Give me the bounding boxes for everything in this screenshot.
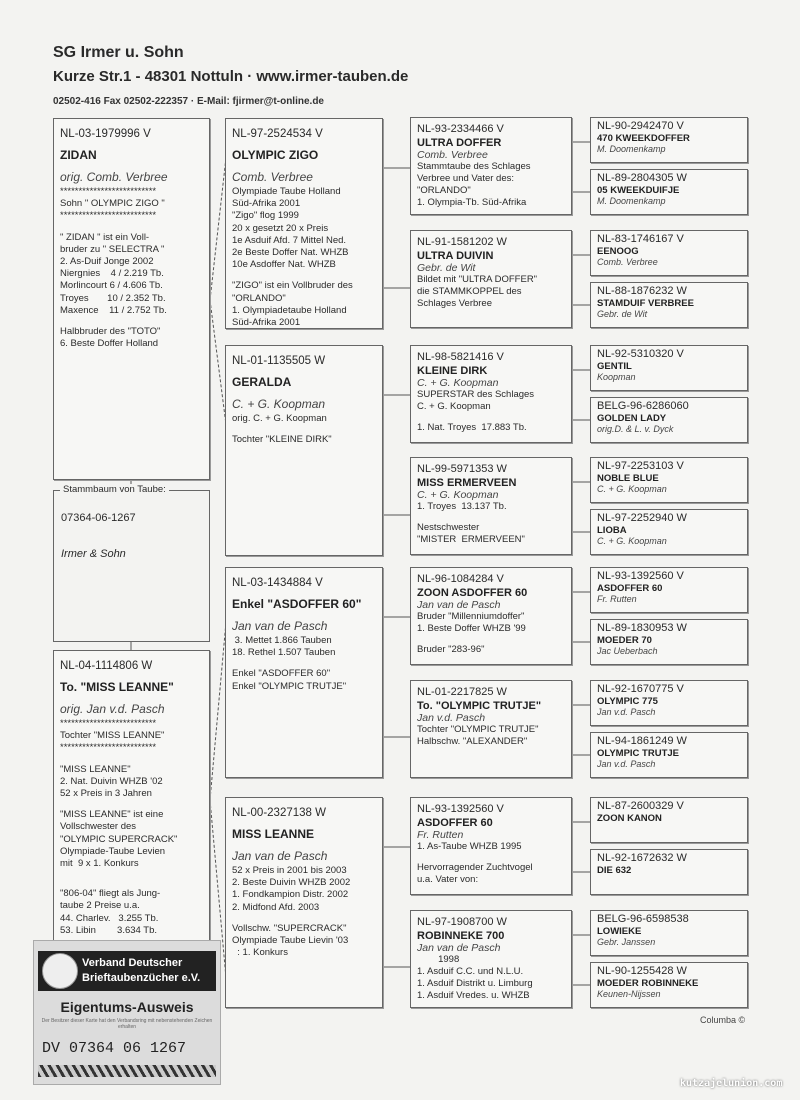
breeder: C. + G. Koopman <box>597 536 667 546</box>
pigeon-card <box>410 117 572 215</box>
note-line: 2. Beste Duivin WHZB 2002 <box>232 877 351 889</box>
note-line: Vollschwester des <box>60 821 137 833</box>
breeder: C. + G. Koopman <box>417 377 499 389</box>
note-line: 2e Beste Doffer Nat. WHZB <box>232 247 349 259</box>
pigeon-card <box>590 345 748 391</box>
pigeon-card <box>410 457 572 555</box>
note-line: 3. Mettet 1.866 Tauben <box>232 635 332 646</box>
breeder: Gebr. de Wit <box>417 262 476 274</box>
pigeon-card <box>410 230 572 328</box>
breeder: orig. Jan v.d. Pasch <box>60 702 165 716</box>
ring-number: NL-93-1392560 V <box>417 803 504 815</box>
ring-number: NL-90-2942470 V <box>597 120 684 132</box>
note-line: 44. Charlev. 3.255 Tb. <box>60 912 159 924</box>
note-line: die STAMMKOPPEL des <box>417 286 522 297</box>
note-line: Vollschw. "SUPERCRACK" <box>232 922 347 934</box>
note-line: "Zigo" flog 1999 <box>232 210 299 222</box>
note-line: Maxence 11 / 2.752 Tb. <box>60 304 167 316</box>
note-line: "MISS LEANNE" ist eine <box>60 809 164 821</box>
stammbaum-label: Stammbaum von Taube: <box>60 484 169 495</box>
note-line: 1. Beste Doffer WHZB '99 <box>417 623 526 634</box>
pigeon-card <box>590 230 748 276</box>
ring-number: NL-89-2804305 W <box>597 172 687 184</box>
pigeon-name: GOLDEN LADY <box>597 413 667 424</box>
pigeon-name: To. "OLYMPIC TRUTJE" <box>417 700 542 712</box>
stamp-fine-print: Der Besitzer dieser Karte hat den Verbandsring mit nebenstehenden Zeichen erhalten <box>41 1018 213 1030</box>
breeder: C. + G. Koopman <box>597 484 667 494</box>
note-line: 1. Asduif Distrikt u. Limburg <box>417 978 533 989</box>
ring-number: NL-97-1908700 W <box>417 916 507 928</box>
pigeon-card <box>410 797 572 895</box>
note-line: 20 x gesetzt 20 x Preis <box>232 222 329 234</box>
note-line: Troyes 10 / 2.352 Tb. <box>60 292 166 304</box>
note-line: 2. Nat. Duivin WHZB '02 <box>60 775 163 787</box>
note-line: Halbschw. "ALEXANDER" <box>417 736 528 747</box>
note-line: orig. C. + G. Koopman <box>232 413 327 424</box>
ring-number: NL-03-1979996 V <box>60 128 151 140</box>
breeder: Jan v.d. Pasch <box>597 759 656 769</box>
spacer <box>417 853 565 862</box>
note-line: bruder zu " SELECTRA " <box>60 243 165 255</box>
spacer <box>232 425 376 434</box>
note-line: Tochter "OLYMPIC TRUTJE" <box>417 724 539 735</box>
note-line: ************************** <box>60 210 157 222</box>
note-line: Nestschwester <box>417 522 480 533</box>
pigeon-name: EENOOG <box>597 246 639 257</box>
note-line: Enkel "OLYMPIC TRUTJE" <box>232 680 347 692</box>
note-line: "ZIGO" ist ein Vollbruder des <box>232 280 353 292</box>
note-line: 2. As-Duif Jonge 2002 <box>60 256 154 268</box>
spacer <box>232 659 376 668</box>
note-line: Bildet mit "ULTRA DOFFER" <box>417 274 538 285</box>
note-line: mit 9 x 1. Konkurs <box>60 858 139 870</box>
pigeon-card <box>590 397 748 443</box>
pigeon-card <box>590 910 748 956</box>
pigeon-card <box>590 509 748 555</box>
pigeon-name: NOBLE BLUE <box>597 473 659 484</box>
ring-number: NL-97-2524534 V <box>232 128 323 140</box>
note-line: "OLYMPIC SUPERCRACK" <box>60 833 178 845</box>
note-line: Süd-Afrika 2001 <box>232 317 301 329</box>
ring-number: NL-89-1830953 W <box>597 622 687 634</box>
note-line: 1. As-Taube WHZB 1995 <box>417 841 522 852</box>
pigeon-name: MOEDER 70 <box>597 635 652 646</box>
ring-number: NL-93-1392560 V <box>597 570 684 582</box>
breeder: orig. Comb. Verbree <box>60 170 168 184</box>
pigeon-card <box>590 567 748 613</box>
pigeon-name: 05 KWEEKDUIFJE <box>597 185 680 196</box>
note-line: 1. Asduif Vredes. u. WHZB <box>417 990 530 1001</box>
breeder: Jan v.d. Pasch <box>417 712 486 724</box>
pigeon-name: Enkel "ASDOFFER 60" <box>232 597 362 611</box>
breeder: Jan v.d. Pasch <box>597 707 656 717</box>
note-line: Tochter "KLEINE DIRK" <box>232 434 332 446</box>
note-line: 52 x Preis in 2001 bis 2003 <box>232 865 347 876</box>
spacer <box>417 635 565 644</box>
note-line: 1e Asduif Afd. 7 Mittel Ned. <box>232 234 347 246</box>
pigeon-card <box>410 567 572 665</box>
breeder: Jan van de Pasch <box>417 599 501 611</box>
note-line: 6. Beste Doffer Holland <box>60 338 159 350</box>
breeder: Koopman <box>597 372 636 382</box>
breeder: Jan van de Pasch <box>232 619 328 633</box>
note-line: 1. Asduif C.C. und N.L.U. <box>417 966 524 977</box>
breeder: C. + G. Koopman <box>232 397 326 411</box>
pigeon-name: ULTRA DOFFER <box>417 137 502 149</box>
ring-number: NL-88-1876232 W <box>597 285 687 297</box>
pigeon-card <box>225 345 383 556</box>
note-line: 53. Libin 3.634 Tb. <box>60 924 157 936</box>
note-line: taube 2 Preise u.a. <box>60 900 140 912</box>
breeder-contact: 02502-416 Fax 02502-222357 · E-Mail: fjirmer@t-online.de <box>53 96 324 107</box>
stammbaum-owner: Irmer & Sohn <box>61 548 126 560</box>
pigeon-name: LIOBA <box>597 525 627 536</box>
watermark: kutzajelunion.com <box>680 1078 783 1089</box>
pigeon-name: ULTRA DUIVIN <box>417 250 494 262</box>
pigeon-name: STAMDUIF VERBREE <box>597 298 694 309</box>
spacer <box>60 870 203 879</box>
pigeon-name: MOEDER ROBINNEKE <box>597 978 699 989</box>
note-line: 2. Midfond Afd. 2003 <box>232 901 320 913</box>
note-line: Schlages Verbree <box>417 298 492 309</box>
pigeon-card <box>590 732 748 778</box>
note-line: 1998 <box>417 954 460 965</box>
note-line: 1. Troyes 13.137 Tb. <box>417 501 507 512</box>
pigeon-logo-icon <box>42 953 78 989</box>
pigeon-name: DIE 632 <box>597 865 632 876</box>
breeder: Comb. Verbree <box>417 149 488 161</box>
breeder: Fr. Rutten <box>597 594 637 604</box>
breeder: M. Doomenkamp <box>597 144 666 154</box>
ring-number: NL-03-1434884 V <box>232 577 323 589</box>
pigeon-card <box>410 680 572 778</box>
stamp-org-line1: Verband Deutscher <box>82 957 183 969</box>
spacer <box>232 914 376 923</box>
spacer <box>60 879 203 888</box>
breeder: Jan van de Pasch <box>417 942 501 954</box>
stamp-number: DV 07364 06 1267 <box>42 1040 187 1057</box>
note-line: Olympiade Taube Holland <box>232 186 341 197</box>
breeder-name: SG Irmer u. Sohn <box>53 44 184 61</box>
spacer <box>60 800 203 809</box>
breeder: C. + G. Koopman <box>417 489 499 501</box>
note-line: "ORLANDO" <box>417 185 471 196</box>
pigeon-card <box>410 345 572 443</box>
pigeon-name: ZOON KANON <box>597 813 662 824</box>
note-line: Hervorragender Zuchtvogel <box>417 862 533 873</box>
pigeon-name: GENTIL <box>597 361 632 372</box>
stammbaum-number: 07364-06-1267 <box>61 512 136 524</box>
note-line: Enkel "ASDOFFER 60" <box>232 668 331 680</box>
spacer <box>60 317 203 326</box>
pigeon-name: OLYMPIC TRUTJE <box>597 748 679 759</box>
ring-number: BELG-96-6286060 <box>597 400 689 412</box>
breeder: Keunen-Nijssen <box>597 989 661 999</box>
breeder-address: Kurze Str.1 - 48301 Nottuln · www.irmer-tauben.de <box>53 68 409 85</box>
pigeon-name: To. "MISS LEANNE" <box>60 680 174 694</box>
ring-number: BELG-96-6598538 <box>597 913 689 925</box>
breeder: Jan van de Pasch <box>232 849 328 863</box>
pigeon-card <box>590 457 748 503</box>
pigeon-card <box>53 650 210 950</box>
ring-number: NL-98-5821416 V <box>417 351 504 363</box>
note-line: "MISS LEANNE" <box>60 763 131 775</box>
stamp-org-line2: Brieftaubenzücher e.V. <box>82 972 201 984</box>
note-line: "806-04" fliegt als Jung- <box>60 888 161 900</box>
breeder: orig.D. & L. v. Dyck <box>597 424 674 434</box>
ring-number: NL-97-2253103 V <box>597 460 684 472</box>
pigeon-name: LOWIEKE <box>597 926 642 937</box>
spacer <box>60 755 203 764</box>
spacer <box>232 271 376 280</box>
note-line: Sohn " OLYMPIC ZIGO " <box>60 198 165 210</box>
note-line: ************************** <box>60 718 157 729</box>
note-line: Süd-Afrika 2001 <box>232 198 301 210</box>
stamp-pattern <box>38 1065 216 1077</box>
pigeon-card <box>53 118 210 480</box>
ring-number: NL-00-2327138 W <box>232 807 326 819</box>
pigeon-name: OLYMPIC ZIGO <box>232 148 319 162</box>
breeder: Comb. Verbree <box>597 257 658 267</box>
pigeon-name: 470 KWEEKDOFFER <box>597 133 690 144</box>
breeder: Fr. Rutten <box>417 829 464 841</box>
pigeon-name: ASDOFFER 60 <box>597 583 663 594</box>
note-line: Verbree und Vater des: <box>417 173 514 184</box>
ring-number: NL-01-1135505 W <box>232 355 326 367</box>
note-line: Olympiade-Taube Levien <box>60 845 166 857</box>
breeder: Comb. Verbree <box>232 170 313 184</box>
note-line: 10e Asdoffer Nat. WHZB <box>232 259 336 271</box>
pigeon-card <box>590 849 748 895</box>
pigeon-card <box>590 680 748 726</box>
ring-number: NL-92-1670775 V <box>597 683 684 695</box>
note-line: "ORLANDO" <box>232 292 286 304</box>
ring-number: NL-99-5971353 W <box>417 463 507 475</box>
note-line: Morlincourt 6 / 4.606 Tb. <box>60 280 163 292</box>
pigeon-name: MISS LEANNE <box>232 827 315 841</box>
note-line: Bruder "283-96" <box>417 644 485 655</box>
pigeon-name: ROBINNEKE 700 <box>417 930 505 942</box>
note-line: ************************** <box>60 186 157 197</box>
ring-number: NL-94-1861249 W <box>597 735 687 747</box>
ring-number: NL-93-2334466 V <box>417 123 504 135</box>
ownership-stamp <box>33 940 221 1085</box>
note-line: "MISTER ERMERVEEN" <box>417 534 525 545</box>
credit: Columba © <box>700 1015 746 1025</box>
pigeon-name: ZIDAN <box>60 148 97 162</box>
note-line: 1. Olympiadetaube Holland <box>232 304 347 316</box>
ring-number: NL-87-2600329 V <box>597 800 684 812</box>
note-line: C. + G. Koopman <box>417 401 491 412</box>
pigeon-name: MISS ERMERVEEN <box>417 477 517 489</box>
pigeon-card <box>590 282 748 328</box>
pigeon-name: KLEINE DIRK <box>417 365 488 377</box>
note-line: Tochter "MISS LEANNE" <box>60 730 165 742</box>
breeder: Gebr. de Wit <box>597 309 648 319</box>
pigeon-name: OLYMPIC 775 <box>597 696 658 707</box>
note-line: Stammtaube des Schlages <box>417 161 531 172</box>
note-line: 1. Olympia-Tb. Süd-Afrika <box>417 197 527 208</box>
spacer <box>60 223 203 232</box>
ring-number: NL-01-2217825 W <box>417 686 507 698</box>
note-line: 1. Fondkampion Distr. 2002 <box>232 889 349 901</box>
ring-number: NL-97-2252940 W <box>597 512 687 524</box>
note-line: u.a. Vater von: <box>417 874 479 885</box>
pigeon-name: GERALDA <box>232 375 292 389</box>
ring-number: NL-92-5310320 V <box>597 348 684 360</box>
pigeon-card <box>590 962 748 1008</box>
ring-number: NL-92-1672632 W <box>597 852 687 864</box>
pigeon-card <box>225 118 383 329</box>
stamp-title: Eigentums-Ausweis <box>60 999 194 1015</box>
note-line: Niergnies 4 / 2.219 Tb. <box>60 268 164 280</box>
spacer <box>417 513 565 522</box>
ring-number: NL-90-1255428 W <box>597 965 687 977</box>
ring-number: NL-04-1114806 W <box>60 660 153 672</box>
note-line: " ZIDAN " ist ein Voll- <box>60 231 150 243</box>
breeder: M. Doomenkamp <box>597 196 666 206</box>
spacer <box>417 413 565 422</box>
pigeon-card <box>225 567 383 778</box>
pigeon-card <box>590 169 748 215</box>
pigeon-card <box>410 910 572 1008</box>
note-line: 18. Rethel 1.507 Tauben <box>232 647 336 659</box>
note-line: Olympiade Taube Lievin '03 <box>232 935 349 947</box>
note-line: SUPERSTAR des Schlages <box>417 389 535 400</box>
pigeon-card <box>225 797 383 1008</box>
note-line: Bruder "Millenniumdoffer" <box>417 611 525 622</box>
note-line: ************************** <box>60 742 157 754</box>
stamp-header <box>38 951 216 991</box>
breeder: Jac Ueberbach <box>597 646 658 656</box>
ring-number: NL-96-1084284 V <box>417 573 504 585</box>
note-line: 1. Nat. Troyes 17.883 Tb. <box>417 422 527 433</box>
pigeon-card <box>590 117 748 163</box>
pigeon-name: ZOON ASDOFFER 60 <box>417 587 528 599</box>
ring-number: NL-83-1746167 V <box>597 233 684 245</box>
pigeon-card <box>590 619 748 665</box>
note-line: 52 x Preis in 3 Jahren <box>60 788 152 800</box>
note-line: Halbbruder des "TOTO" <box>60 326 161 338</box>
note-line: : 1. Konkurs <box>232 947 288 959</box>
breeder: Gebr. Janssen <box>597 937 656 947</box>
pigeon-card <box>590 797 748 843</box>
ring-number: NL-91-1581202 W <box>417 236 507 248</box>
pigeon-name: ASDOFFER 60 <box>417 817 493 829</box>
